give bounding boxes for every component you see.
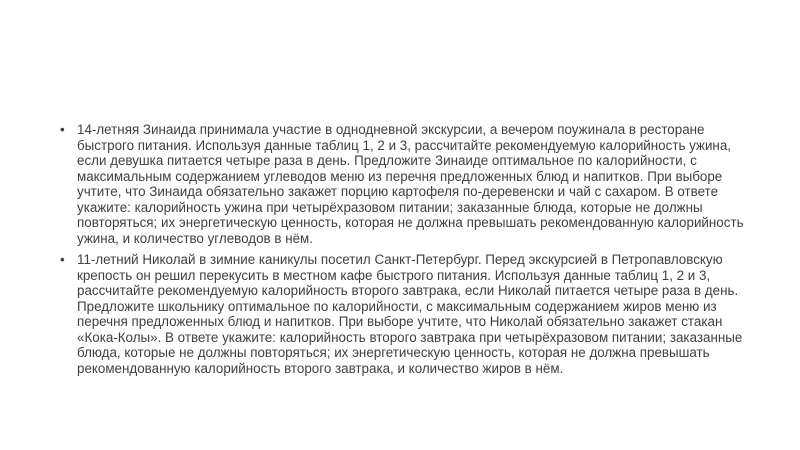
task-item-zinaida bbox=[60, 122, 750, 246]
task-item-nikolai bbox=[60, 252, 750, 376]
task-text: 11-летний Николай в зимние каникулы посетил Санкт-Петербург. Перед экскурсией в Петропавловскую крепость он решил перекусить в местном кафе быстрого питания. Используя данные таблиц 1, 2 и 3, рассчитайте рекомендуемую калорийность второго завтрака, если Николай питается четыре раза в день. Предложите школьнику оптимальное по калорийности, с максимальным содержанием жиров меню из перечня предложенных блюд и напитков. При выборе учтите, что Николай обязательно закажет стакан «Кока-Колы». В ответе укажите: калорийность второго завтрака при четырёхразовом питании; заказанные блюда, которые не должны повторяться; их энергетическую ценность, которая не должна превышать рекомендованную калорийность второго завтрака, и количество жиров в нём. bbox=[77, 252, 743, 376]
task-list bbox=[60, 122, 750, 382]
task-text: 14-летняя Зинаида принимала участие в однодневной экскурсии, а вечером поужинала в ресторане быстрого питания. Используя данные таблиц 1, 2 и 3, рассчитайте рекомендуемую калорийность ужина, если девушка питается четыре раза в день. Предложите Зинаиде оптимальное по калорийности, с максимальным содержанием углеводов меню из перечня предложенных блюд и напитков. При выборе учтите, что Зинаида обязательно закажет порцию картофеля по-деревенски и чай с сахаром. В ответе укажите: калорийность ужина при четырёхразовом питании; заказанные блюда, которые не должны повторяться; их энергетическую ценность, которая не должна превышать рекомендованную калорийность ужина, и количество углеводов в нём. bbox=[77, 122, 744, 246]
bullet-icon: • bbox=[60, 122, 65, 137]
bullet-icon: • bbox=[60, 252, 65, 267]
